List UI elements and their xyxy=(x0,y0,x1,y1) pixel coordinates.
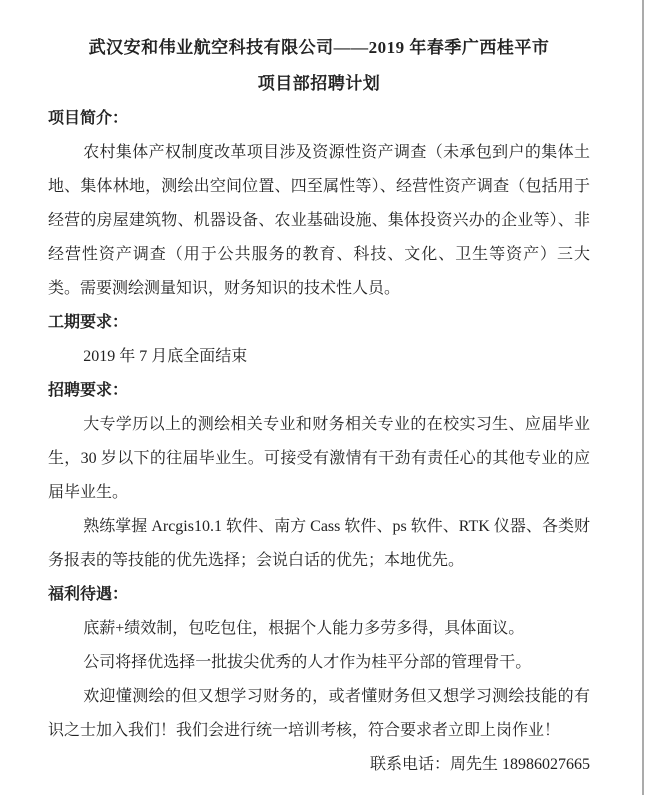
section-heading-recruit-requirements: 招聘要求： xyxy=(48,382,129,399)
document-title-line2: 项目部招聘计划 xyxy=(257,74,381,93)
section-heading-benefits: 福利待遇： xyxy=(48,586,129,603)
section-project-intro xyxy=(48,102,590,306)
document-title xyxy=(48,30,590,102)
section-schedule xyxy=(48,306,590,374)
paragraph-recruit-requirements-1: 大专学历以上的测绘相关专业和财务相关专业的在校实习生、应届毕业生，30 岁以下的往届毕业生。可接受有激情有干劲有责任心的其他专业的应届毕业生。 xyxy=(48,416,590,501)
section-recruit-requirements xyxy=(48,374,590,578)
document-title-line1: 武汉安和伟业航空科技有限公司——2019 年春季广西桂平市 xyxy=(88,38,550,57)
section-benefits xyxy=(48,578,590,748)
scan-edge-line xyxy=(642,0,644,795)
paragraph-schedule: 2019 年 7 月底全面结束 xyxy=(83,348,248,365)
paragraph-benefits-3: 欢迎懂测绘的但又想学习财务的，或者懂财务但又想学习测绘技能的有识之士加入我们！我们会进行统一培训考核，符合要求者立即上岗作业！ xyxy=(48,688,590,739)
contact-line: 联系电话：周先生 18986027665 xyxy=(369,756,590,773)
paragraph-benefits-1: 底薪+绩效制，包吃包住，根据个人能力多劳多得，具体面议。 xyxy=(83,620,525,637)
section-heading-project-intro: 项目简介： xyxy=(48,110,129,127)
paragraph-project-intro: 农村集体产权制度改革项目涉及资源性资产调查（未承包到户的集体土地、集体林地，测绘出空间位置、四至属性等）、经营性资产调查（包括用于经营的房屋建筑物、机器设备、农业基础设施、集体投资兴办的企业等）、非经营性资产调查（用于公共服务的教育、科技、文化、卫生等资产）三大类。需要测绘测量知识，财务知识的技术性人员。 xyxy=(48,144,590,297)
paragraph-benefits-2: 公司将择优选择一批拔尖优秀的人才作为桂平分部的管理骨干。 xyxy=(83,654,532,671)
paragraph-recruit-requirements-2: 熟练掌握 Arcgis10.1 软件、南方 Cass 软件、ps 软件、RTK 仪器、各类财务报表的等技能的优先选择；会说白话的优先；本地优先。 xyxy=(48,518,590,569)
section-heading-schedule: 工期要求： xyxy=(48,314,129,331)
